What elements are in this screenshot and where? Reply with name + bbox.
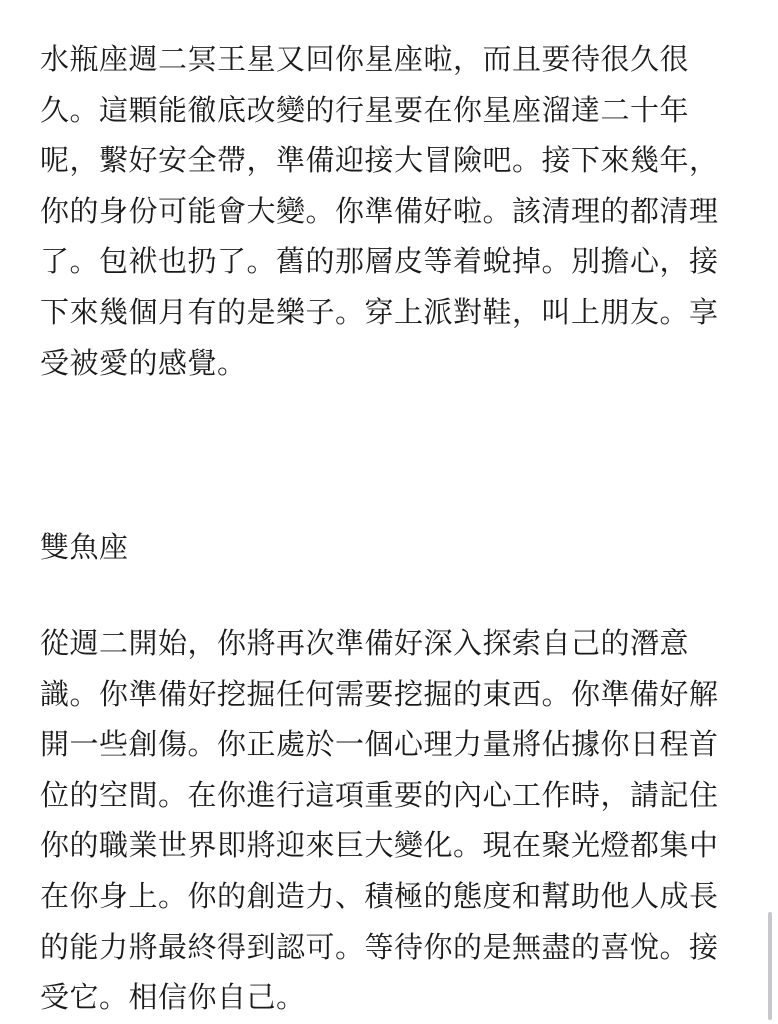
paragraph-line: 識。你準備好挖掘任何需要挖掘的東西。你準備好解 (40, 676, 719, 711)
vertical-scrollbar[interactable] (768, 912, 772, 1020)
aquarius-paragraph (40, 34, 740, 388)
paragraph-line: 在你身上。你的創造力、積極的態度和幫助他人成長 (40, 878, 719, 913)
paragraph-line: 位的空間。在你進行這項重要的內心工作時，請記住 (40, 777, 719, 812)
pisces-heading: 雙魚座 (40, 530, 129, 564)
paragraph-line: 受它。相信你自己。 (40, 980, 306, 1015)
paragraph-line: 呢，繫好安全帶，準備迎接大冒險吧。接下來幾年， (40, 143, 719, 178)
paragraph-line: 你的職業世界即將迎來巨大變化。現在聚光燈都集中 (40, 828, 719, 863)
paragraph-line: 水瓶座週二冥王星又回你星座啦，而且要待很久很 (40, 42, 690, 76)
aquarius-section (40, 34, 740, 388)
paragraph-line: 下來幾個月有的是樂子。穿上派對鞋，叫上朋友。享 (40, 294, 719, 329)
paragraph-line: 你的身份可能會大變。你準備好啦。該清理的都清理 (40, 193, 719, 228)
pisces-section (40, 618, 740, 1023)
paragraph-line: 久。這顆能徹底改變的行星要在你星座溜達二十年 (40, 92, 690, 127)
paragraph-line: 了。包袱也扔了。舊的那層皮等着蛻掉。別擔心，接 (40, 244, 719, 279)
paragraph-line: 開一些創傷。你正處於一個心理力量將佔據你日程首 (40, 727, 719, 762)
paragraph-line: 的能力將最終得到認可。等待你的是無盡的喜悅。接 (40, 929, 719, 964)
paragraph-line: 受被愛的感覺。 (40, 345, 247, 380)
pisces-paragraph (40, 618, 740, 1023)
paragraph-line: 從週二開始，你將再次準備好深入探索自己的潛意 (40, 626, 690, 660)
